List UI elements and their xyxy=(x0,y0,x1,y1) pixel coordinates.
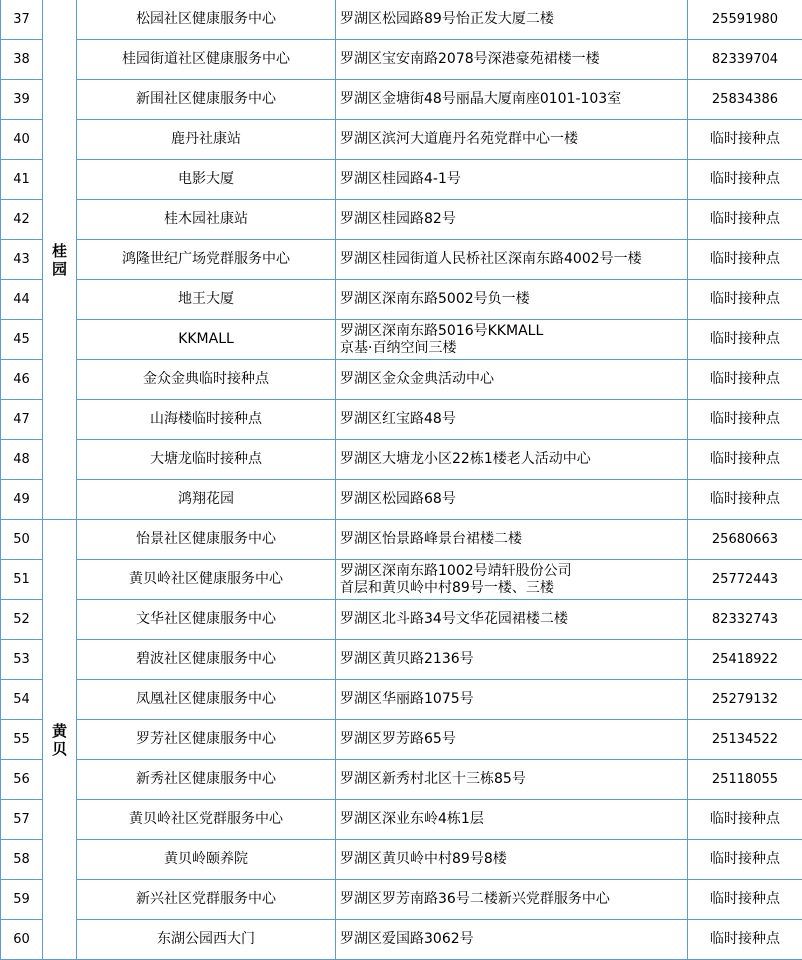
row-number: 59 xyxy=(1,880,43,920)
site-phone: 25680663 xyxy=(688,520,802,560)
site-phone: 临时接种点 xyxy=(688,480,802,520)
site-address xyxy=(336,720,688,760)
site-address xyxy=(336,760,688,800)
site-name: 山海楼临时接种点 xyxy=(77,400,336,440)
site-address xyxy=(336,0,688,40)
site-phone: 25834386 xyxy=(688,80,802,120)
row-number: 42 xyxy=(1,200,43,240)
site-address xyxy=(336,240,688,280)
site-name: 黄贝岭颐养院 xyxy=(77,840,336,880)
address-line: 罗湖区怡景路峰景台裙楼二楼 xyxy=(340,531,683,548)
address-line: 罗湖区深业东岭4栋1层 xyxy=(340,811,683,828)
site-name: 东湖公园西大门 xyxy=(77,920,336,960)
table-row xyxy=(1,760,802,800)
address-line: 罗湖区黄贝路2136号 xyxy=(340,651,683,668)
address-line: 罗湖区黄贝岭中村89号8楼 xyxy=(340,851,683,868)
row-number: 51 xyxy=(1,560,43,600)
table-row xyxy=(1,320,802,360)
site-phone: 临时接种点 xyxy=(688,440,802,480)
site-phone: 25591980 xyxy=(688,0,802,40)
site-phone: 25418922 xyxy=(688,640,802,680)
address-line: 罗湖区罗芳路65号 xyxy=(340,731,683,748)
table-row xyxy=(1,80,802,120)
table-row xyxy=(1,840,802,880)
row-number: 37 xyxy=(1,0,43,40)
site-name: 松园社区健康服务中心 xyxy=(77,0,336,40)
address-line: 罗湖区北斗路34号文华花园裙楼二楼 xyxy=(340,611,683,628)
address-line: 首层和黄贝岭中村89号一楼、三楼 xyxy=(340,580,683,597)
site-phone: 临时接种点 xyxy=(688,160,802,200)
site-address xyxy=(336,680,688,720)
table-row xyxy=(1,360,802,400)
site-name: 新秀社区健康服务中心 xyxy=(77,760,336,800)
site-name: 文华社区健康服务中心 xyxy=(77,600,336,640)
address-line: 罗湖区金塘街48号丽晶大厦南座0101-103室 xyxy=(340,91,683,108)
site-phone: 临时接种点 xyxy=(688,240,802,280)
table-body xyxy=(1,0,802,960)
site-name: 地王大厦 xyxy=(77,280,336,320)
site-phone: 82339704 xyxy=(688,40,802,80)
site-name: 新兴社区党群服务中心 xyxy=(77,880,336,920)
row-number: 43 xyxy=(1,240,43,280)
row-number: 40 xyxy=(1,120,43,160)
site-address xyxy=(336,560,688,600)
site-name: 罗芳社区健康服务中心 xyxy=(77,720,336,760)
table-row xyxy=(1,920,802,960)
address-line: 罗湖区宝安南路2078号深港豪苑裙楼一楼 xyxy=(340,51,683,68)
site-phone: 临时接种点 xyxy=(688,120,802,160)
table-row xyxy=(1,440,802,480)
site-name: KKMALL xyxy=(77,320,336,360)
site-address xyxy=(336,360,688,400)
site-name: 金众金典临时接种点 xyxy=(77,360,336,400)
row-number: 41 xyxy=(1,160,43,200)
address-line: 罗湖区金众金典活动中心 xyxy=(340,371,683,388)
site-phone: 临时接种点 xyxy=(688,800,802,840)
site-address xyxy=(336,640,688,680)
site-address xyxy=(336,40,688,80)
site-phone: 临时接种点 xyxy=(688,280,802,320)
site-address xyxy=(336,400,688,440)
site-address xyxy=(336,520,688,560)
table-row xyxy=(1,720,802,760)
table-row xyxy=(1,240,802,280)
table-row xyxy=(1,400,802,440)
row-number: 45 xyxy=(1,320,43,360)
address-line: 罗湖区深南东路5016号KKMALL xyxy=(340,323,683,340)
site-address xyxy=(336,280,688,320)
address-line: 罗湖区华丽路1075号 xyxy=(340,691,683,708)
row-number: 46 xyxy=(1,360,43,400)
table-row xyxy=(1,200,802,240)
site-phone: 82332743 xyxy=(688,600,802,640)
table-row xyxy=(1,520,802,560)
row-number: 52 xyxy=(1,600,43,640)
row-number: 55 xyxy=(1,720,43,760)
address-line: 京基·百纳空间三楼 xyxy=(340,340,683,357)
row-number: 48 xyxy=(1,440,43,480)
address-line: 罗湖区深南东路5002号负一楼 xyxy=(340,291,683,308)
site-address xyxy=(336,800,688,840)
site-address xyxy=(336,920,688,960)
address-line: 罗湖区大塘龙小区22栋1楼老人活动中心 xyxy=(340,451,683,468)
site-name: 黄贝岭社区党群服务中心 xyxy=(77,800,336,840)
address-line: 罗湖区新秀村北区十三栋85号 xyxy=(340,771,683,788)
site-name: 桂木园社康站 xyxy=(77,200,336,240)
row-number: 56 xyxy=(1,760,43,800)
site-phone: 临时接种点 xyxy=(688,400,802,440)
table-row xyxy=(1,480,802,520)
table-row xyxy=(1,40,802,80)
site-phone: 临时接种点 xyxy=(688,200,802,240)
address-line: 罗湖区深南东路1002号靖轩股份公司 xyxy=(340,563,683,580)
row-number: 53 xyxy=(1,640,43,680)
site-name: 鹿丹社康站 xyxy=(77,120,336,160)
site-address xyxy=(336,480,688,520)
site-address xyxy=(336,600,688,640)
site-name: 黄贝岭社区健康服务中心 xyxy=(77,560,336,600)
address-line: 罗湖区罗芳南路36号二楼新兴党群服务中心 xyxy=(340,891,683,908)
row-number: 58 xyxy=(1,840,43,880)
site-phone: 25279132 xyxy=(688,680,802,720)
site-phone: 临时接种点 xyxy=(688,840,802,880)
address-line: 罗湖区松园路68号 xyxy=(340,491,683,508)
site-phone: 25118055 xyxy=(688,760,802,800)
address-line: 罗湖区红宝路48号 xyxy=(340,411,683,428)
address-line: 罗湖区松园路89号怡正发大厦二楼 xyxy=(340,11,683,28)
site-phone: 临时接种点 xyxy=(688,880,802,920)
site-address xyxy=(336,880,688,920)
site-phone: 25772443 xyxy=(688,560,802,600)
row-number: 60 xyxy=(1,920,43,960)
site-name: 鸿翔花园 xyxy=(77,480,336,520)
site-phone: 临时接种点 xyxy=(688,920,802,960)
street-name: 黄贝 xyxy=(43,520,77,960)
row-number: 39 xyxy=(1,80,43,120)
site-name: 鸿隆世纪广场党群服务中心 xyxy=(77,240,336,280)
address-line: 罗湖区桂园路82号 xyxy=(340,211,683,228)
site-address xyxy=(336,80,688,120)
row-number: 38 xyxy=(1,40,43,80)
address-line: 罗湖区爱国路3062号 xyxy=(340,931,683,948)
address-line: 罗湖区桂园街道人民桥社区深南东路4002号一楼 xyxy=(340,251,683,268)
table-row xyxy=(1,280,802,320)
row-number: 57 xyxy=(1,800,43,840)
row-number: 47 xyxy=(1,400,43,440)
site-phone: 临时接种点 xyxy=(688,360,802,400)
table-row xyxy=(1,0,802,40)
site-name: 桂园街道社区健康服务中心 xyxy=(77,40,336,80)
site-phone: 临时接种点 xyxy=(688,320,802,360)
site-name: 凤凰社区健康服务中心 xyxy=(77,680,336,720)
table-row xyxy=(1,600,802,640)
table-row xyxy=(1,640,802,680)
table-row xyxy=(1,160,802,200)
site-name: 大塘龙临时接种点 xyxy=(77,440,336,480)
table-row xyxy=(1,880,802,920)
table-row xyxy=(1,680,802,720)
site-phone: 25134522 xyxy=(688,720,802,760)
table-row xyxy=(1,800,802,840)
row-number: 44 xyxy=(1,280,43,320)
site-name: 碧波社区健康服务中心 xyxy=(77,640,336,680)
address-line: 罗湖区桂园路4-1号 xyxy=(340,171,683,188)
site-address xyxy=(336,440,688,480)
site-name: 电影大厦 xyxy=(77,160,336,200)
site-address xyxy=(336,160,688,200)
address-line: 罗湖区滨河大道鹿丹名苑党群中心一楼 xyxy=(340,131,683,148)
site-address xyxy=(336,840,688,880)
table-row xyxy=(1,120,802,160)
row-number: 54 xyxy=(1,680,43,720)
site-address xyxy=(336,320,688,360)
street-name: 桂园 xyxy=(43,0,77,520)
site-name: 怡景社区健康服务中心 xyxy=(77,520,336,560)
row-number: 49 xyxy=(1,480,43,520)
table-row xyxy=(1,560,802,600)
row-number: 50 xyxy=(1,520,43,560)
site-address xyxy=(336,120,688,160)
site-name: 新围社区健康服务中心 xyxy=(77,80,336,120)
site-address xyxy=(336,200,688,240)
